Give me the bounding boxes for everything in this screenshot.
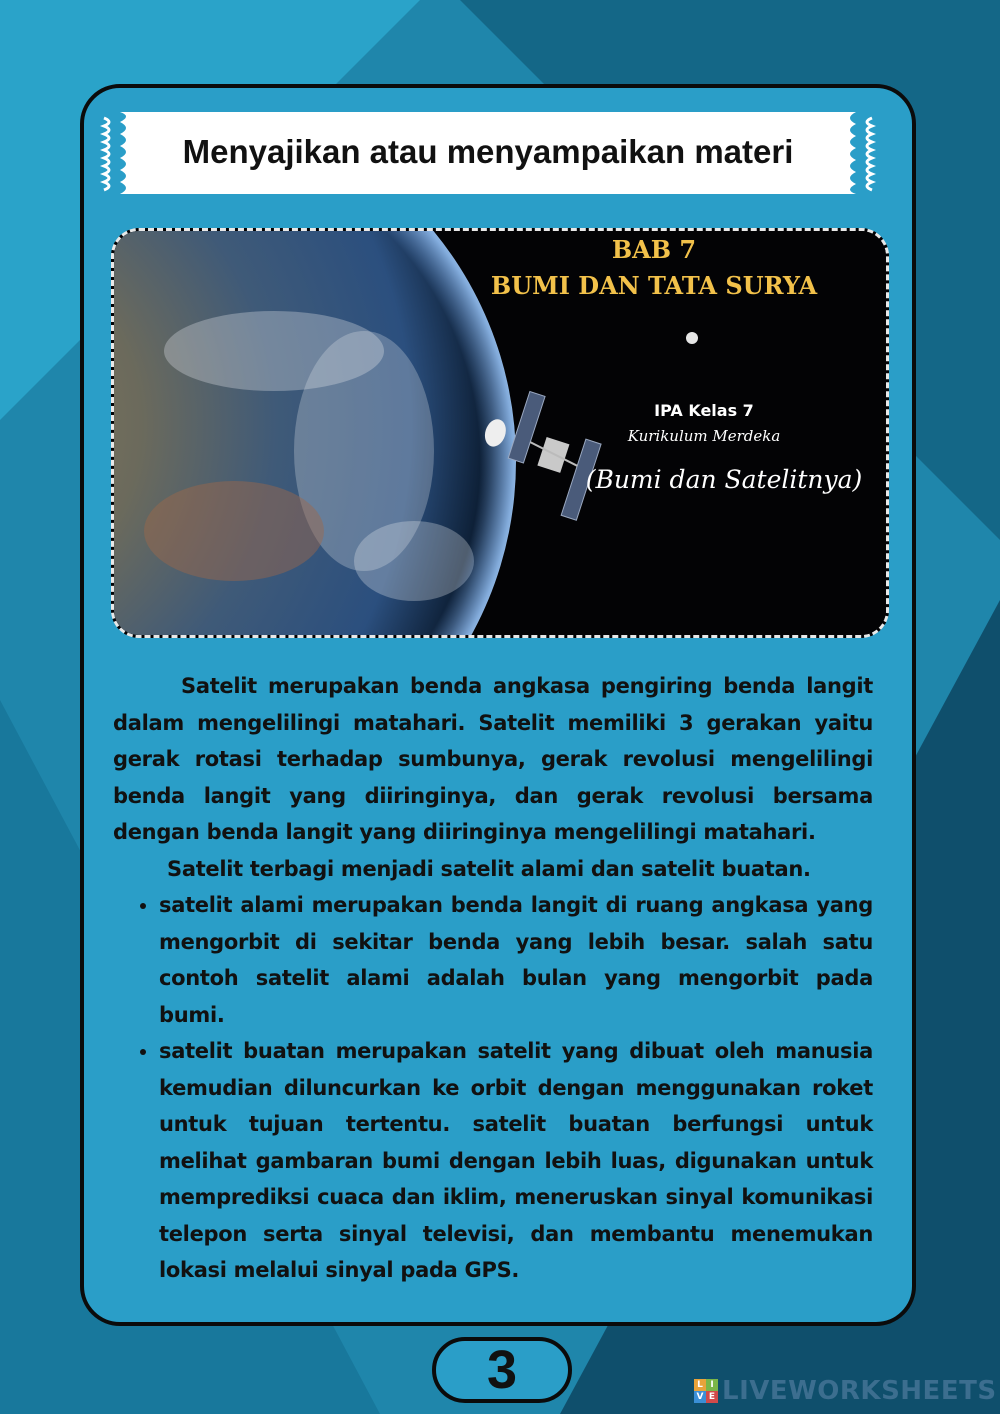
liveworksheets-logo-icon: L I V E bbox=[694, 1379, 718, 1403]
list-item-artificial-satellite: • satelit buatan merupakan satelit yang dibuat oleh manusia kemudian diluncurkan ke orbit dengan menggunakan roket untuk tujuan tertentu. satelit buatan berfungsi untuk melihat gambaran bumi dengan lebih luas, digunakan untuk memprediksi cuaca dan iklim, meneruskan sinyal komunikasi telepon serta sinyal televisi, dan membantu menemukan lokasi melalui sinyal pada GPS. bbox=[159, 1033, 873, 1289]
title-banner bbox=[100, 106, 876, 198]
page-title: Menyajikan atau menyampaikan materi bbox=[182, 133, 794, 170]
liveworksheets-brand bbox=[694, 1374, 997, 1408]
cover-chapter: BAB 7 bbox=[611, 235, 697, 264]
page-number: 3 bbox=[432, 1337, 572, 1403]
cover-subject: IPA Kelas 7 bbox=[654, 401, 754, 420]
satellite-types-list bbox=[113, 887, 873, 1289]
list-item-natural-satellite: • satelit alami merupakan benda langit di ruang angkasa yang mengorbit di sekitar benda yang lebih besar. salah satu contoh satelit alami adalah bulan yang mengorbit pada bumi. bbox=[159, 887, 873, 1033]
cover-topic: (Bumi dan Satelitnya) bbox=[585, 465, 863, 494]
cover-image bbox=[111, 228, 889, 638]
brand-text: LIVEWORKSHEETS bbox=[722, 1376, 997, 1406]
material-text bbox=[113, 668, 873, 1289]
cover-curriculum: Kurikulum Merdeka bbox=[627, 427, 781, 445]
cover-chapter-title: BUMI DAN TATA SURYA bbox=[490, 271, 818, 300]
paragraph-satellite-definition: Satelit merupakan benda angkasa pengiring benda langit dalam mengelilingi matahari. Satelit memiliki 3 gerakan yaitu gerak rotasi terhadap sumbunya, gerak revolusi mengelilingi benda langit yang diiringinya, dan gerak revolusi bersama dengan benda langit yang diiringinya mengelilingi matahari. bbox=[113, 674, 873, 844]
paragraph-satellite-types: Satelit terbagi menjadi satelit alami dan satelit buatan. bbox=[167, 856, 811, 881]
